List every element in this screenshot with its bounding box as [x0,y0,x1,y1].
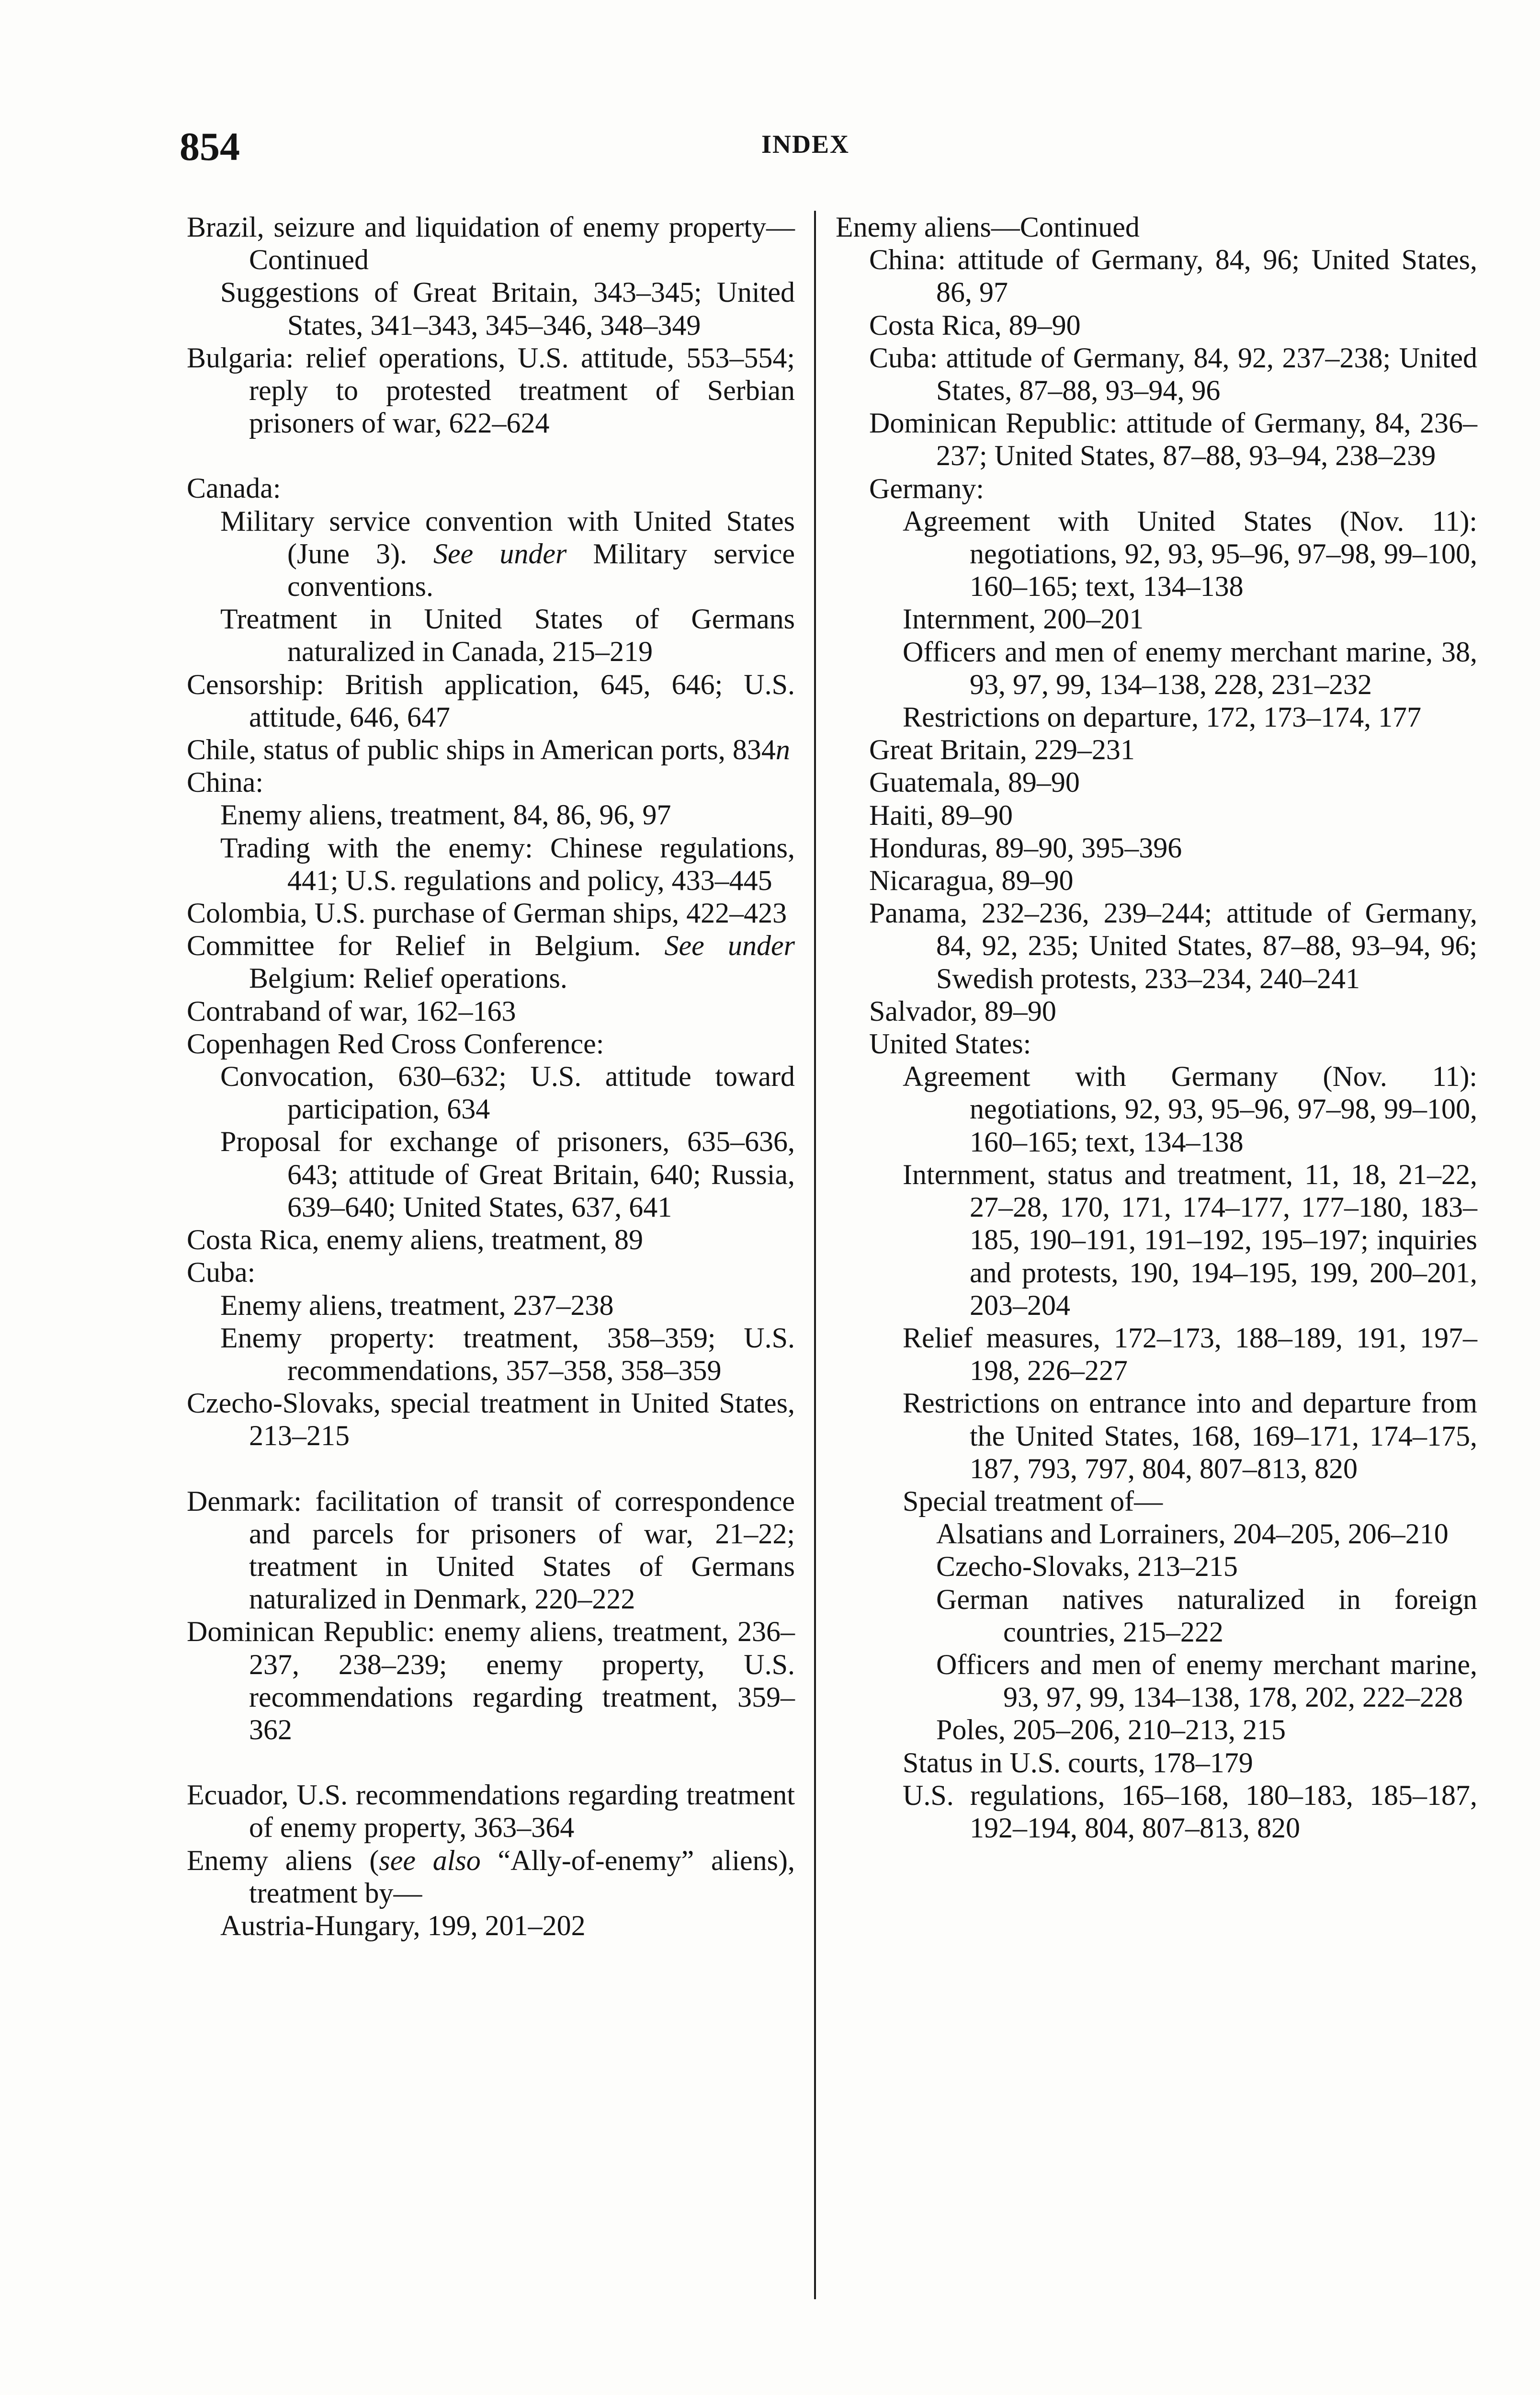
index-entry-text: Costa Rica, 89–90 [869,309,1081,341]
index-entry-text: Enemy aliens—Continued [836,211,1140,243]
index-entry-text: Officers and men of enemy merchant marine, 93, 97, 99, 134–138, 178, 202, 222–228 [936,1648,1477,1713]
index-entry-text: Poles, 205–206, 210–213, 215 [936,1714,1286,1746]
index-entry [836,1060,1477,1158]
index-entry [836,211,1477,243]
index-entry [836,309,1477,342]
index-entry-text: Status in U.S. courts, 178–179 [903,1746,1253,1779]
index-entry [187,1223,795,1256]
index-entry-text: Enemy property: treatment, 358–359; U.S. recommendations, 357–358, 358–359 [220,1322,795,1386]
index-entry [836,1485,1477,1517]
index-entry-text: Denmark: facilitation of transit of correspondence and parcels for prisoners of war, 21–22; treatment in United States of Germans naturalized in Denmark, 220–222 [187,1485,795,1615]
index-entry-text: Enemy aliens ( [187,1844,379,1876]
index-entry-text: Treatment in United States of Germans naturalized in Canada, 215–219 [220,603,795,668]
index-entry-text: Convocation, 630–632; U.S. attitude toward participation, 634 [220,1061,795,1125]
index-entry-tail: “Ally-of-enemy” aliens), treatment by— [249,1844,795,1909]
index-entry [836,1550,1477,1583]
index-entry-tail: Belgium: Relief operations. [249,962,567,994]
index-entry [187,472,795,504]
index-entry [187,276,795,341]
index-entry-text: Brazil, seizure and liquidation of enemy property—Continued [187,211,795,276]
index-entry [836,1648,1477,1713]
index-entry [187,603,795,668]
index-entry-text: Enemy aliens, treatment, 84, 86, 96, 97 [220,799,671,831]
index-entry-text: Restrictions on entrance into and departure from the United States, 168, 169–171, 174–175, 187, 793, 797, 804, 807–813, 820 [903,1387,1477,1484]
index-entry-text: China: [187,766,263,798]
index-entry-text: Committee for Relief in Belgium. [187,930,665,962]
index-entry-text: Costa Rica, enemy aliens, treatment, 89 [187,1224,644,1256]
index-entry [836,1387,1477,1485]
index-entry [187,1615,795,1746]
index-entry [187,1289,795,1322]
index-entry [187,342,795,440]
index-entry-text: Cuba: attitude of Germany, 84, 92, 237–238; United States, 87–88, 93–94, 96 [869,342,1477,407]
index-entry [187,995,795,1027]
index-entry-text: United States: [869,1028,1031,1060]
index-entry [836,603,1477,635]
index-entry-text: Bulgaria: relief operations, U.S. attitude, 553–554; reply to protested treatment of Serbian prisoners of war, 622–624 [187,342,795,439]
index-entry-text: Nicaragua, 89–90 [869,865,1074,897]
index-entry-text: Internment, 200–201 [903,603,1144,635]
index-entry [187,1387,795,1452]
index-entry [187,1060,795,1125]
index-entry-text: Special treatment of— [903,1485,1163,1517]
index-entry [187,1256,795,1289]
index-entry [836,1322,1477,1387]
index-entry-text: Canada: [187,472,281,504]
index-entry [836,832,1477,864]
index-entry [836,1158,1477,1322]
index-entry [187,1125,795,1223]
index-entry-text: Internment, status and treatment, 11, 18, 21–22, 27–28, 170, 171, 174–177, 177–180, 183–185, 190–191, 191–192, 195–197; inquiries and protests, 190, 194–195, 199, 200–201, 203–204 [903,1158,1477,1321]
index-entry [836,407,1477,472]
index-entry-text: Relief measures, 172–173, 188–189, 191, 197–198, 226–227 [903,1322,1477,1387]
index-entry [187,733,795,766]
index-entry-text: Trading with the enemy: Chinese regulations, 441; U.S. regulations and policy, 433–445 [220,832,795,896]
index-entry [836,1713,1477,1746]
index-entry-text: Colombia, U.S. purchase of German ships, 422–423 [187,897,787,929]
index-entry [836,995,1477,1027]
index-entry-text: Great Britain, 229–231 [869,734,1135,766]
index-entry [187,1322,795,1387]
index-entry-text: Austria-Hungary, 199, 201–202 [220,1909,586,1941]
index-column-left [187,211,795,1942]
index-entry-text: Dominican Republic: attitude of Germany, 84, 236–237; United States, 87–88, 93–94, 238–239 [869,407,1477,472]
index-entry [187,1779,795,1844]
index-entry [836,766,1477,798]
index-column-right [836,211,1477,1844]
index-entry [836,1779,1477,1844]
index-entry-text: Czecho-Slovaks, 213–215 [936,1551,1238,1583]
index-entry-text: Salvador, 89–90 [869,995,1056,1027]
index-entry-text: U.S. regulations, 165–168, 180–183, 185–187, 192–194, 804, 807–813, 820 [903,1779,1477,1844]
page-number: 854 [180,125,240,169]
index-entry [836,1583,1477,1648]
index-entry [187,1485,795,1616]
running-head: INDEX [761,130,850,159]
index-entry [836,1746,1477,1779]
index-entry-text: Agreement with United States (Nov. 11): negotiations, 92, 93, 95–96, 97–98, 99–100, 160–165; text, 134–138 [903,505,1477,603]
index-entry-text: Enemy aliens, treatment, 237–238 [220,1289,614,1321]
index-entry-text: German natives naturalized in foreign countries, 215–222 [936,1583,1477,1648]
index-entry-text: Restrictions on departure, 172, 173–174, 177 [903,701,1422,733]
cross-reference: n [775,734,790,766]
index-entry-text: Panama, 232–236, 239–244; attitude of Germany, 84, 92, 235; United States, 87–88, 93–94, 96; Swedish protests, 233–234, 240–241 [869,897,1477,994]
index-entry [187,1844,795,1909]
index-entry-text: Ecuador, U.S. recommendations regarding treatment of enemy property, 363–364 [187,1779,795,1844]
index-entry [836,1517,1477,1550]
index-entry-text: Chile, status of public ships in American ports, 834 [187,734,776,766]
index-entry [187,897,795,929]
index-entry-text: Proposal for exchange of prisoners, 635–636, 643; attitude of Great Britain, 640; Russia, 639–640; United States, 637, 641 [220,1126,795,1223]
cross-reference: see also [379,1844,481,1876]
index-entry [187,505,795,603]
index-entry [187,766,795,798]
index-entry [187,211,795,276]
index-entry-text: Czecho-Slovaks, special treatment in United States, 213–215 [187,1387,795,1452]
index-entry-tail: Military service conventions. [287,537,795,603]
index-entry [836,472,1477,505]
index-entry-text: Guatemala, 89–90 [869,766,1080,798]
index-entry-text: Haiti, 89–90 [869,799,1013,831]
index-entry-text: Cuba: [187,1256,256,1289]
index-entry-text: Alsatians and Lorrainers, 204–205, 206–210 [936,1518,1449,1550]
index-entry [187,832,795,897]
index-entry-text: Officers and men of enemy merchant marine, 38, 93, 97, 99, 134–138, 228, 231–232 [903,636,1477,700]
index-entry-text: Honduras, 89–90, 395–396 [869,832,1182,864]
index-entry-text: Copenhagen Red Cross Conference: [187,1027,604,1060]
index-entry-text: Military service convention with United States (June 3). [220,505,795,570]
index-entry [836,505,1477,603]
index-entry [187,929,795,994]
cross-reference: See under [433,537,567,570]
index-entry [836,864,1477,897]
index-entry-text: Germany: [869,472,984,504]
index-entry [836,897,1477,995]
index-entry-text: Contraband of war, 162–163 [187,995,516,1027]
index-entry [187,1909,795,1942]
index-entry [187,798,795,831]
index-entry-text: Dominican Republic: enemy aliens, treatment, 236–237, 238–239; enemy property, U.S. recommendations regarding treatment, 359–362 [187,1616,795,1745]
index-entry [187,668,795,733]
index-entry [836,243,1477,308]
index-entry [836,636,1477,701]
column-divider-rule [814,211,816,2299]
cross-reference: See under [664,930,795,962]
index-entry [836,1027,1477,1060]
index-entry [836,733,1477,766]
index-entry-text: Censorship: British application, 645, 646; U.S. attitude, 646, 647 [187,668,795,733]
index-entry [836,701,1477,733]
index-entry-text: China: attitude of Germany, 84, 96; United States, 86, 97 [869,244,1477,308]
index-entry [187,1027,795,1060]
index-entry [836,342,1477,407]
index-entry-text: Suggestions of Great Britain, 343–345; United States, 341–343, 345–346, 348–349 [220,276,795,341]
index-entry-text: Agreement with Germany (Nov. 11): negotiations, 92, 93, 95–96, 97–98, 99–100, 160–165; text, 134–138 [903,1061,1477,1158]
index-entry [836,799,1477,832]
